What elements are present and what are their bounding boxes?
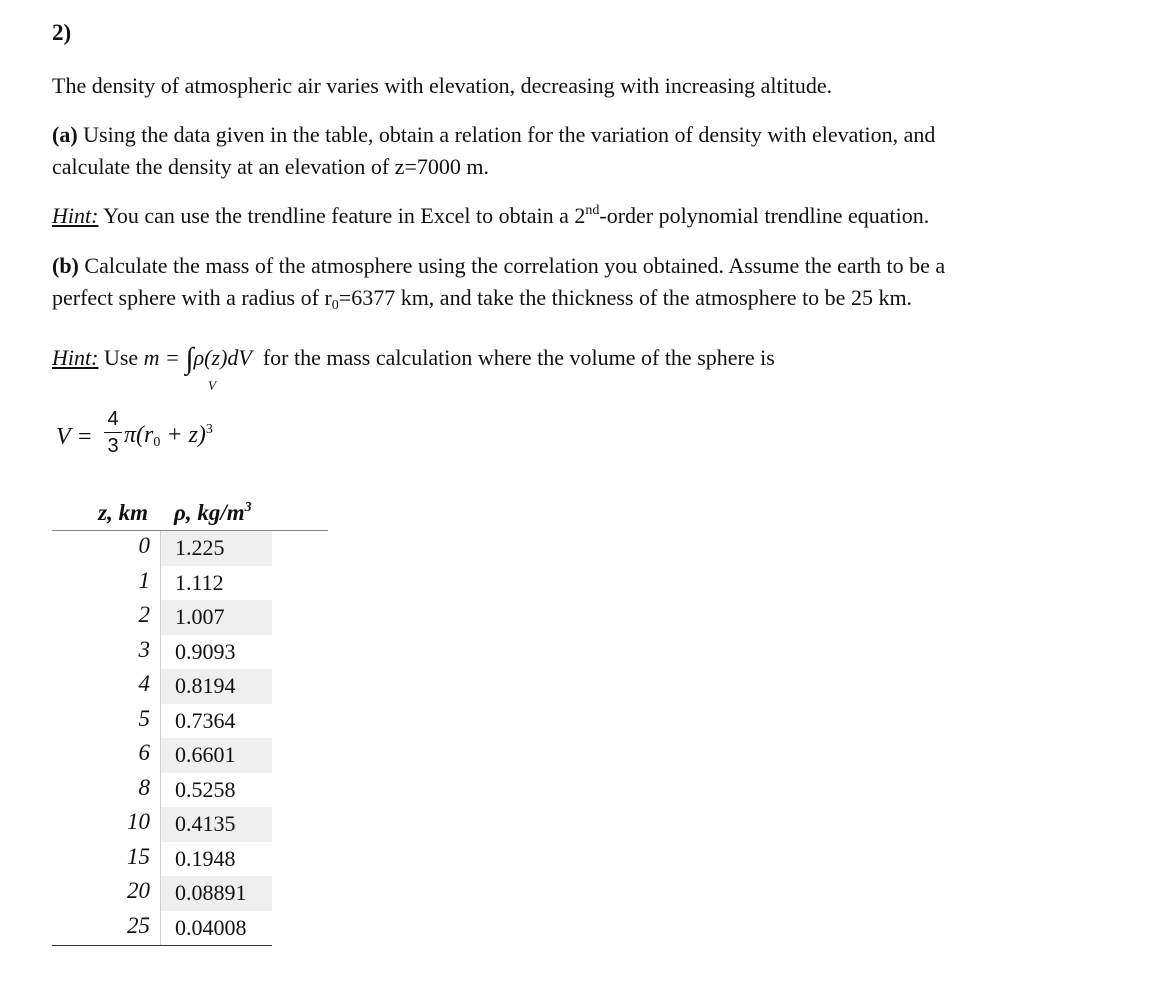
denominator: 3 <box>107 435 119 457</box>
cube-power: 3 <box>205 422 213 437</box>
hint-2-use: Use <box>103 345 139 370</box>
density-table <box>52 500 328 946</box>
hint-2-text: for the mass calculation where the volume of the sphere is <box>262 345 775 370</box>
elevation-cell: 0 <box>138 533 150 558</box>
density-cell: 0.04008 <box>160 911 272 946</box>
table-row <box>52 635 272 670</box>
integral-symbol: ∫ <box>185 342 194 375</box>
hint-2-label: Hint: <box>52 345 99 370</box>
fraction-bar <box>104 432 122 433</box>
elevation-cell: 8 <box>138 774 150 800</box>
part-b-line2-after: =6377 km, and take the thickness of the atmosphere to be 25 km. <box>338 285 913 310</box>
volume-formula <box>56 408 356 474</box>
fraction <box>104 408 122 457</box>
elevation-cell: 25 <box>127 912 150 938</box>
density-cell: 1.112 <box>160 566 272 601</box>
table-row <box>52 807 272 842</box>
header-elevation: z, km <box>98 500 148 525</box>
intro-text: The density of atmospheric air varies with elevation, decreasing with increasing altitude. <box>52 73 833 98</box>
elevation-cell: 15 <box>127 843 150 869</box>
part-a-label: (a) <box>52 122 78 147</box>
radius-sub: 0 <box>153 435 161 450</box>
radius-open: (r <box>136 422 154 448</box>
part-b-line2-text: perfect sphere with a radius of r <box>52 285 332 310</box>
numerator: 4 <box>107 408 119 430</box>
table-row <box>52 842 272 877</box>
pi-symbol: π <box>124 422 137 448</box>
table-row <box>52 738 272 773</box>
equals-sign: = <box>78 424 92 450</box>
table-body <box>52 531 272 946</box>
integral-subscript: V <box>208 378 216 393</box>
volume-symbol: V <box>56 424 71 450</box>
hint-1-superscript: nd <box>585 203 600 218</box>
density-cell: 0.5258 <box>160 773 272 808</box>
density-cell: 0.6601 <box>160 738 272 773</box>
table-row <box>52 704 272 739</box>
radius-subscript: 0 <box>331 298 339 313</box>
part-b-line1 <box>52 250 945 282</box>
density-cell: 0.9093 <box>160 635 272 670</box>
volume-expression <box>124 422 213 449</box>
table-header <box>52 500 328 531</box>
hint-1-text: You can use the trendline feature in Excel to obtain a 2 <box>103 203 586 228</box>
density-cell: 1.225 <box>160 531 272 566</box>
hint-2 <box>52 340 775 374</box>
part-a-text: Using the data given in the table, obtain a relation for the variation of density with elevation, and <box>83 122 936 147</box>
density-cell: 0.7364 <box>160 704 272 739</box>
header-density-power: 3 <box>244 500 252 515</box>
density-cell: 1.007 <box>160 600 272 635</box>
mass-symbol: m = <box>143 345 180 370</box>
hint-1-label: Hint: <box>52 203 99 228</box>
elevation-cell: 2 <box>138 602 150 627</box>
density-cell: 0.8194 <box>160 669 272 704</box>
elevation-cell: 4 <box>138 671 150 696</box>
density-cell: 0.1948 <box>160 842 272 877</box>
table-row <box>52 531 272 566</box>
hint-1 <box>52 200 929 232</box>
elevation-cell: 10 <box>127 809 150 834</box>
question-number: 2) <box>52 20 72 45</box>
part-b-label: (b) <box>52 253 79 278</box>
table-row <box>52 566 272 601</box>
integrand: ρ(z)dV <box>193 345 252 370</box>
table-row <box>52 911 272 946</box>
part-b-text: Calculate the mass of the atmosphere using the correlation you obtained. Assume the earth to be a <box>84 253 946 278</box>
part-a-line2: calculate the density at an elevation of z=7000 m. <box>52 154 489 179</box>
elevation-cell: 5 <box>138 705 150 731</box>
header-density <box>174 500 252 526</box>
elevation-cell: 3 <box>138 636 150 662</box>
part-b-line2 <box>52 282 912 314</box>
table-row <box>52 669 272 704</box>
hint-1-text-after: -order polynomial trendline equation. <box>599 203 930 228</box>
table-row <box>52 773 272 808</box>
part-a-line1 <box>52 119 935 151</box>
elevation-cell: 1 <box>138 567 150 593</box>
plus-z: + z) <box>160 422 206 448</box>
elevation-cell: 6 <box>138 740 150 765</box>
density-cell: 0.4135 <box>160 807 272 842</box>
header-density-text: ρ, kg/m <box>174 500 245 525</box>
table-row <box>52 876 272 911</box>
density-cell: 0.08891 <box>160 876 272 911</box>
elevation-cell: 20 <box>127 878 150 903</box>
table-row <box>52 600 272 635</box>
